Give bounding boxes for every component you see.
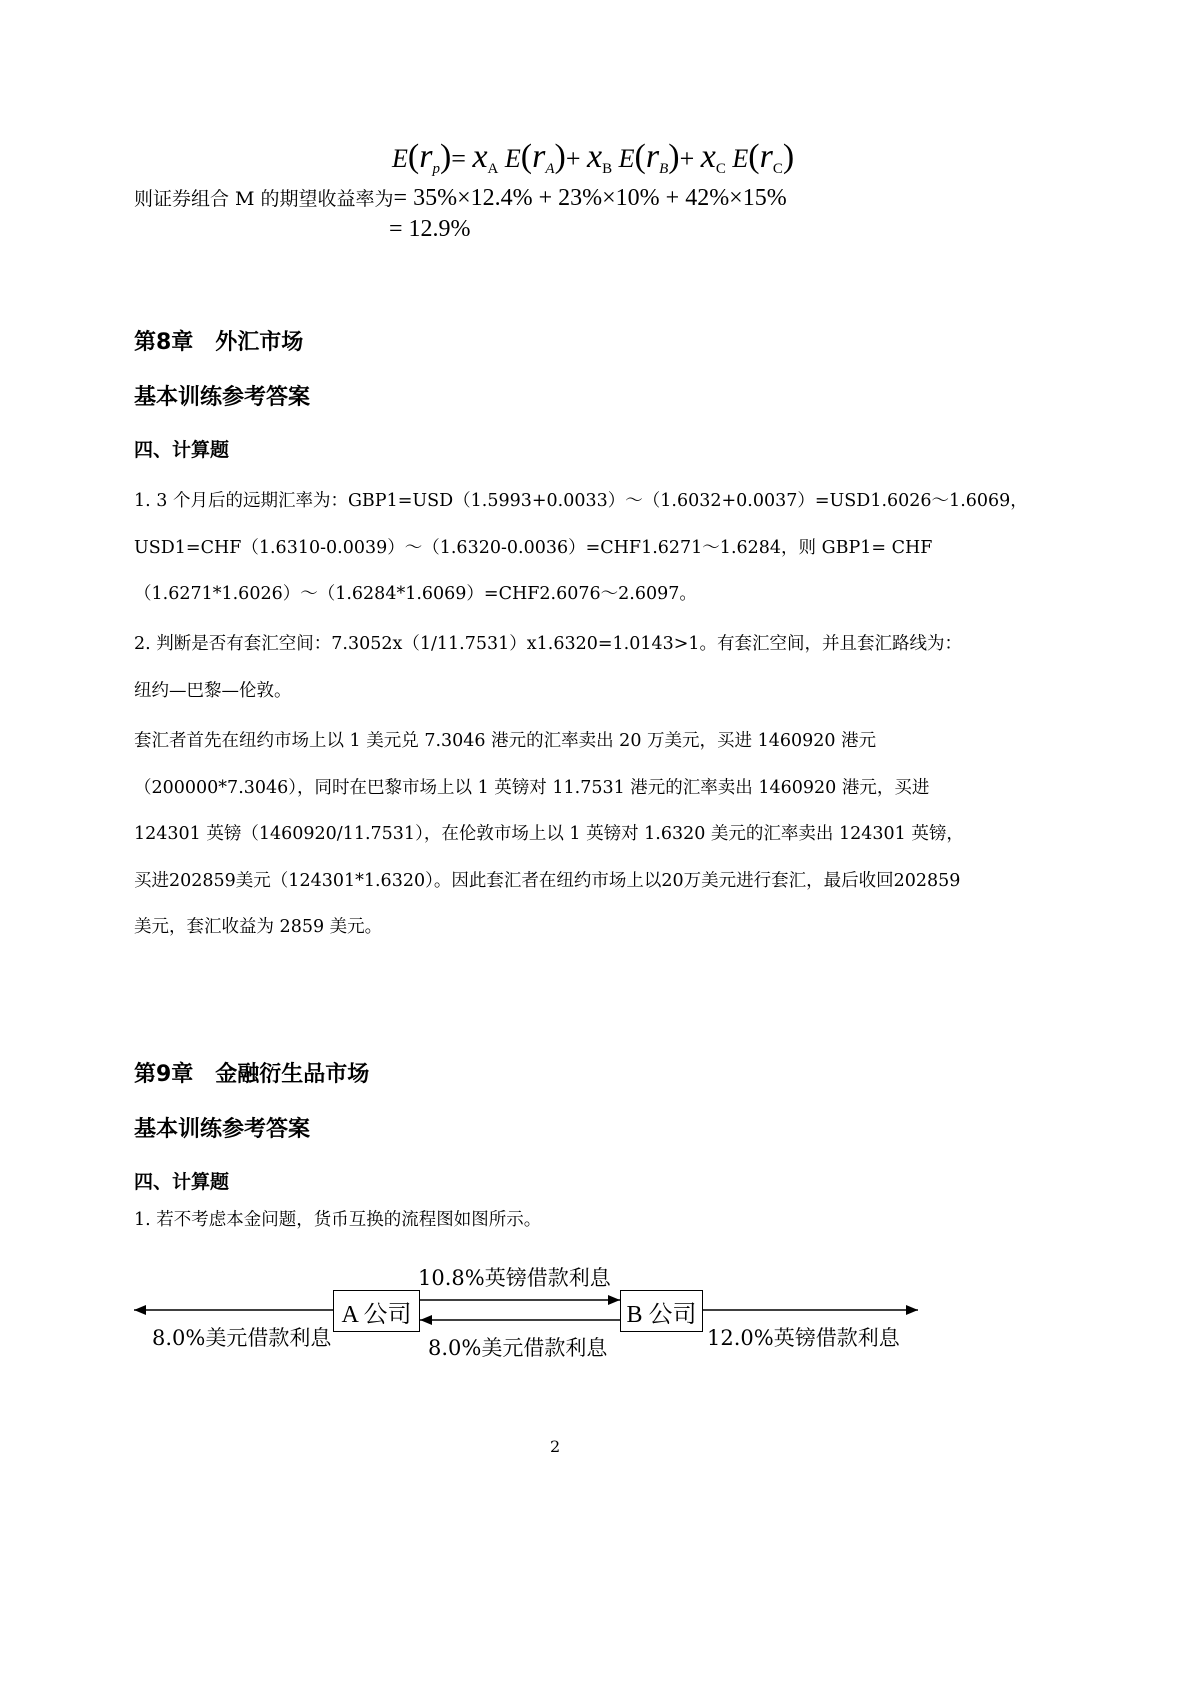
- formula-e: E: [392, 144, 408, 173]
- chapter8-section: 四、计算题: [134, 439, 230, 461]
- company-b-label: B 公司: [626, 1301, 697, 1328]
- company-a-box: [333, 1290, 420, 1332]
- expected-return-prefix: 则证券组合 M 的期望收益率为: [134, 188, 394, 210]
- formula-sub-c-plain: C: [772, 161, 783, 178]
- right-arrowhead: [906, 1305, 918, 1315]
- formula-paren: ): [554, 138, 566, 175]
- company-a-label: A 公司: [341, 1301, 412, 1328]
- formula-plus: +: [679, 144, 695, 173]
- formula-r: r: [532, 138, 546, 175]
- left-arrowhead: [420, 1315, 432, 1325]
- formula-e: E: [504, 144, 521, 173]
- label-top: 10.8%英镑借款利息: [418, 1266, 611, 1290]
- chapter9-subtitle: 基本训练参考答案: [134, 1117, 311, 1142]
- formula-sub-p: p: [432, 161, 440, 178]
- formula-e: E: [618, 144, 635, 173]
- formula-sub-a-italic: A: [545, 161, 555, 178]
- chapter9-section: 四、计算题: [134, 1171, 230, 1193]
- formula-paren: ): [782, 138, 795, 175]
- formula-x: x: [700, 138, 716, 175]
- expected-return-expression: = 35%×12.4% + 23%×10% + 42%×15%: [393, 185, 787, 211]
- formula-eq: =: [451, 144, 466, 173]
- expected-return-result: = 12.9%: [389, 216, 471, 242]
- paragraph-line: 纽约—巴黎—伦敦。: [134, 680, 292, 701]
- formula-plus: +: [565, 144, 581, 173]
- chapter9-title: 第9章 金融衍生品市场: [134, 1062, 370, 1087]
- paragraph-line: USD1=CHF（1.6310-0.0039）～（1.6320-0.0036）=CHF1.6271～1.6284，则 GBP1= CHF: [134, 537, 933, 558]
- formula-r: r: [645, 138, 660, 175]
- formula-paren: ): [439, 138, 452, 175]
- formula-sub-c: C: [715, 161, 726, 178]
- company-b-box: [620, 1290, 703, 1332]
- formula-sub-b: B: [602, 161, 613, 178]
- paragraph-line: 美元，套汇收益为 2859 美元。: [134, 917, 383, 937]
- formula-x: x: [472, 138, 488, 175]
- chapter8-title: 第8章 外汇市场: [134, 330, 304, 355]
- formula-sub-b-italic: B: [659, 161, 669, 178]
- formula-paren: (: [634, 138, 646, 175]
- page-number: 2: [550, 1437, 561, 1456]
- formula-paren: (: [407, 138, 420, 175]
- label-left: 8.0%美元借款利息: [152, 1326, 332, 1350]
- formula-paren: ): [668, 138, 680, 175]
- paragraph-line: 2. 判断是否有套汇空间：7.3052x（1/11.7531）x1.6320=1.0143>1。有套汇空间，并且套汇路线为：: [134, 634, 963, 654]
- paragraph-line: （1.6271*1.6026）～（1.6284*1.6069）=CHF2.6076～2.6097。: [134, 584, 697, 604]
- left-arrowhead: [134, 1305, 146, 1315]
- paragraph-line: 124301 英镑（1460920/11.7531），在伦敦市场上以 1 英镑对 1.6320 美元的汇率卖出 124301 英镑，: [134, 824, 964, 844]
- formula-paren: (: [520, 138, 533, 175]
- formula-sub-a: A: [487, 161, 499, 178]
- paragraph-line: 套汇者首先在纽约市场上以 1 美元兑 7.3046 港元的汇率卖出 20 万美元，买进 1460920 港元: [134, 731, 877, 751]
- formula-e: E: [732, 144, 749, 173]
- paragraph-line: 买进202859美元（124301*1.6320）。因此套汇者在纽约市场上以20万美元进行套汇，最后收回202859: [134, 870, 961, 891]
- paragraph-line: （200000*7.3046），同时在巴黎市场上以 1 英镑对 11.7531 港元的汇率卖出 1460920 港元，买进: [134, 777, 930, 798]
- label-bottom: 8.0%美元借款利息: [428, 1336, 608, 1360]
- paragraph-line: 1. 3 个月后的远期汇率为：GBP1=USD（1.5993+0.0033）～（1.6032+0.0037）=USD1.6026～1.6069，: [134, 491, 1028, 511]
- right-arrowhead: [608, 1295, 620, 1305]
- formula-x: x: [587, 138, 603, 175]
- formula-paren: (: [748, 138, 760, 175]
- formula-r: r: [419, 138, 433, 175]
- formula-r: r: [759, 138, 773, 175]
- chapter8-subtitle: 基本训练参考答案: [134, 385, 311, 410]
- chapter9-answer-1: 1. 若不考虑本金问题，货币互换的流程图如图所示。: [134, 1210, 542, 1230]
- label-right: 12.0%英镑借款利息: [707, 1326, 900, 1350]
